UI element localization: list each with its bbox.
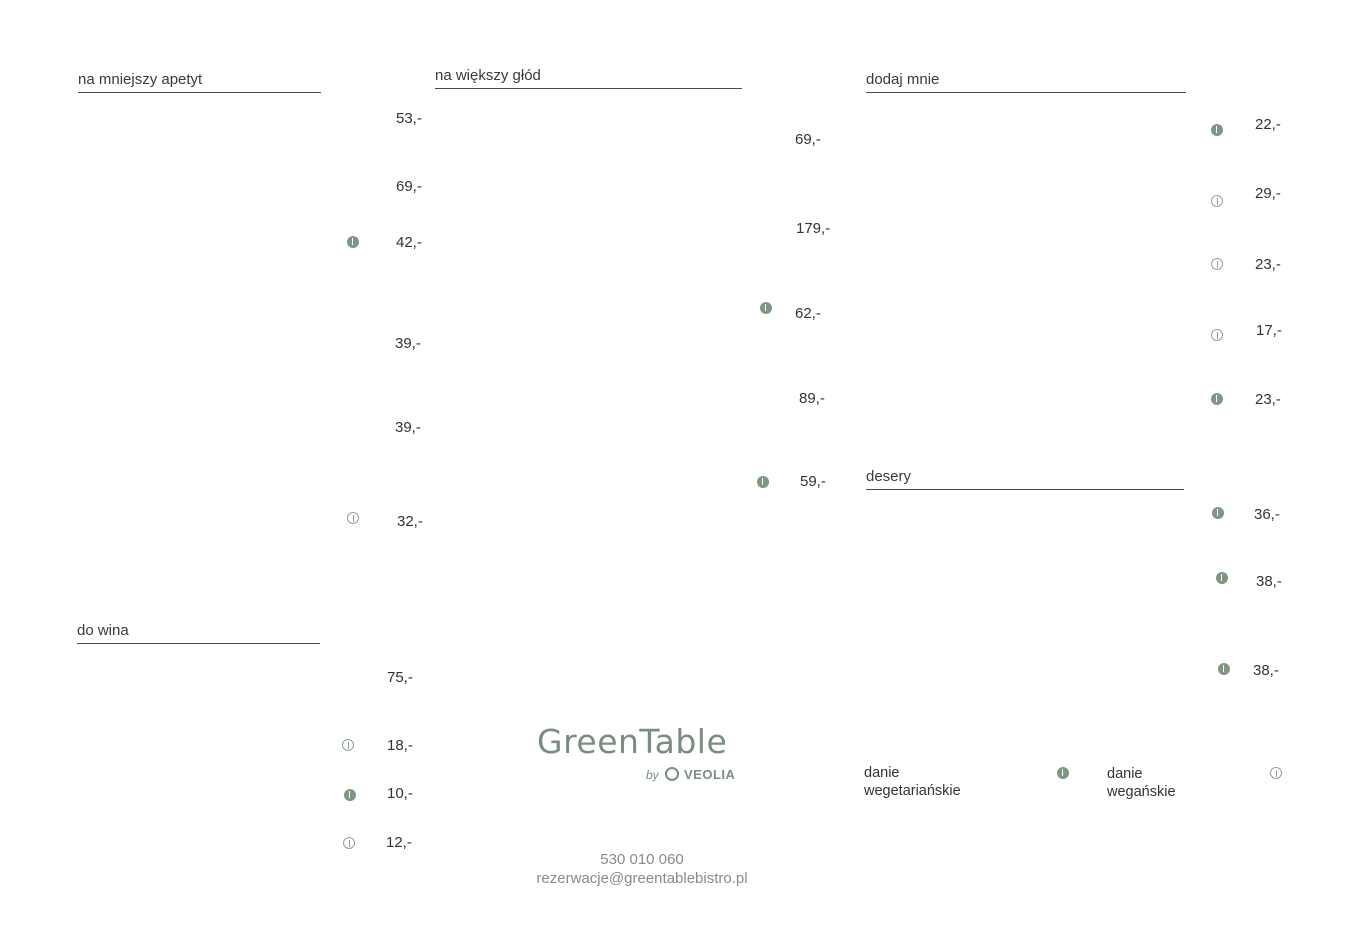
vegan-icon <box>347 512 359 524</box>
vegetarian-icon <box>1057 767 1069 779</box>
vegetarian-icon <box>757 476 769 488</box>
item-price: 89,- <box>799 390 825 407</box>
item-price: 38,- <box>1253 662 1279 679</box>
logo-partner: VEOLIA <box>684 767 736 782</box>
item-price: 36,- <box>1254 506 1280 523</box>
legend-vegan-label: danie wegańskie <box>1107 766 1176 800</box>
section-title-desserts: desery <box>866 468 1184 490</box>
item-price: 23,- <box>1255 256 1281 273</box>
vegan-icon <box>342 739 354 751</box>
vegetarian-icon <box>760 302 772 314</box>
item-price: 17,- <box>1256 322 1282 339</box>
vegetarian-icon <box>1212 507 1224 519</box>
veolia-logo-icon <box>665 767 679 781</box>
vegetarian-icon <box>344 789 356 801</box>
item-price: 69,- <box>396 178 422 195</box>
item-price: 32,- <box>397 513 423 530</box>
vegetarian-icon <box>1211 124 1223 136</box>
item-price: 10,- <box>387 785 413 802</box>
item-price: 29,- <box>1255 185 1281 202</box>
item-price: 59,- <box>800 473 826 490</box>
vegan-icon <box>343 837 355 849</box>
vegan-icon <box>1211 258 1223 270</box>
item-price: 53,- <box>396 110 422 127</box>
item-price: 18,- <box>387 737 413 754</box>
section-title-small: na mniejszy apetyt <box>78 71 321 93</box>
item-price: 39,- <box>395 335 421 352</box>
contact-phone: 530 010 060 <box>600 851 684 868</box>
vegan-icon <box>1211 329 1223 341</box>
item-price: 12,- <box>386 834 412 851</box>
logo-name: GreenTable <box>537 722 728 761</box>
item-price: 62,- <box>795 305 821 322</box>
section-title-add: dodaj mnie <box>866 71 1186 93</box>
section-title-big: na większy głód <box>435 67 742 89</box>
vegetarian-icon <box>347 236 359 248</box>
vegetarian-icon <box>1211 393 1223 405</box>
vegan-icon <box>1270 767 1282 779</box>
item-price: 39,- <box>395 419 421 436</box>
item-price: 69,- <box>795 131 821 148</box>
legend-vegetarian-label: danie wegetariańskie <box>864 765 961 799</box>
item-price: 75,- <box>387 669 413 686</box>
contact-email: rezerwacje@greentablebistro.pl <box>536 870 748 887</box>
vegetarian-icon <box>1216 572 1228 584</box>
section-title-wine: do wina <box>77 622 320 644</box>
vegan-icon <box>1211 195 1223 207</box>
item-price: 23,- <box>1255 391 1281 408</box>
item-price: 179,- <box>796 220 831 237</box>
logo-by: by <box>646 768 659 782</box>
item-price: 22,- <box>1255 116 1281 133</box>
item-price: 42,- <box>396 234 422 251</box>
item-price: 38,- <box>1256 573 1282 590</box>
vegetarian-icon <box>1218 663 1230 675</box>
